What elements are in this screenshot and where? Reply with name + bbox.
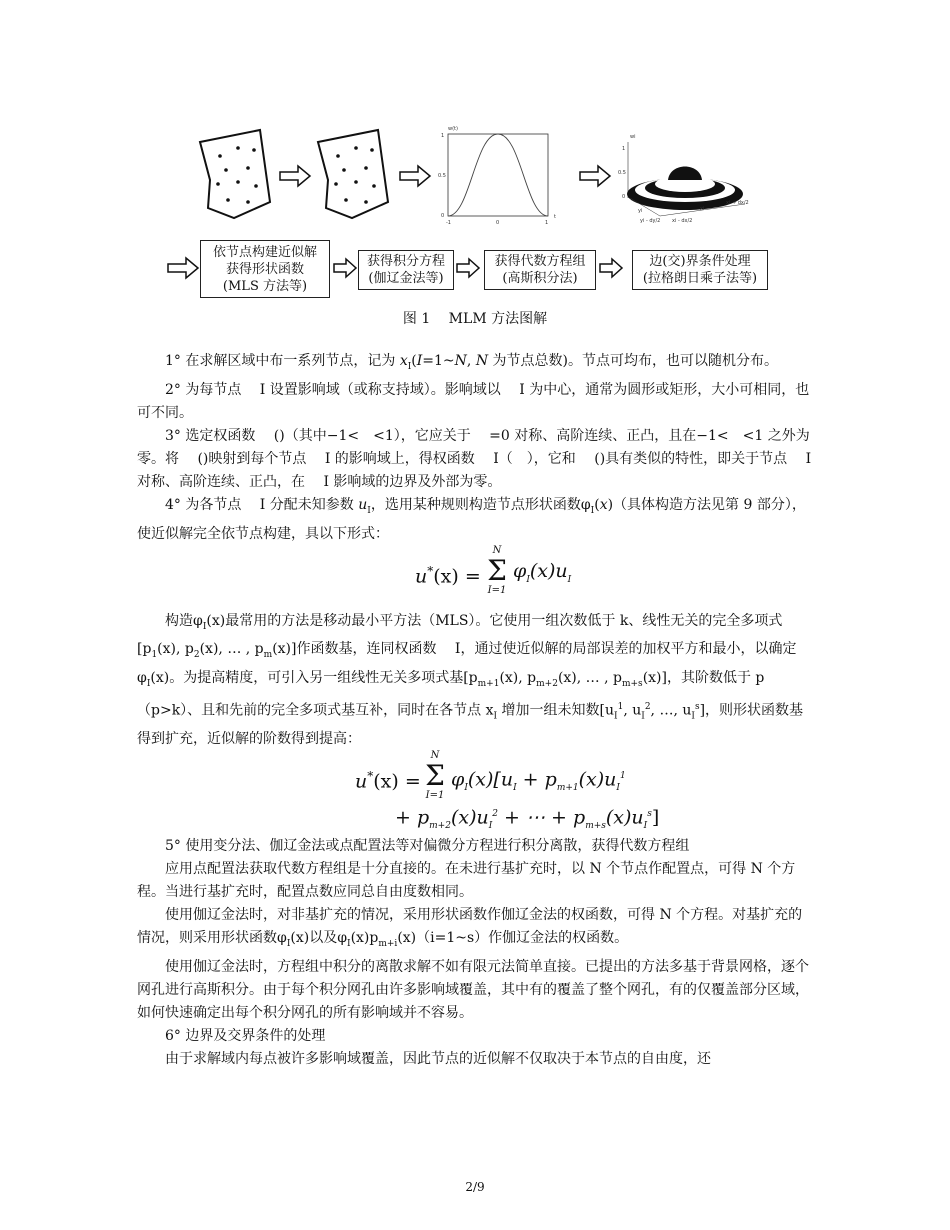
surface-axis-xi-plus: xi + dx/2 xyxy=(726,200,749,206)
page-number: 2/9 xyxy=(465,1180,485,1194)
plot-xvar: t xyxy=(554,214,556,220)
plot-ytick: 1 xyxy=(441,133,445,139)
paragraph-step-4: 4° 为各节点 I 分配未知参数 $u_I$，选用某种规则构造节点形状函数$\varphi_I(x)$（具体构造方法见第 9 部分），使近似解完全依节点构建，具以下形式： xyxy=(137,496,806,542)
weight-function-plot xyxy=(438,126,556,226)
plot-xtick: -1 xyxy=(446,220,451,226)
flow-box-line: 获得代数方程组 xyxy=(494,254,586,269)
plot-ytick: 0 xyxy=(441,213,445,219)
paragraph-step-5: 5° 使用变分法、伽辽金法或点配置法等对偏微分方程进行积分离散，获得代数方程组 xyxy=(165,838,690,855)
paragraph-galerkin-integration: 使用伽辽金法时，方程组中积分的离散求解不如有限元法简单直接。已提出的方法多基于背景网格，逐个网孔进行高斯积分。由于每个积分网孔由许多影响域覆盖，其中有的覆盖了整个网孔，有的仅覆盖部分区域，如何快速确定出每个积分网孔的所有影响域并不容易。 xyxy=(137,959,809,1022)
paragraph-boundary: 由于求解域内每点被许多影响域覆盖，因此节点的近似解不仅取决于本节点的自由度，还 xyxy=(165,1051,711,1068)
flow-box-boundary-conditions xyxy=(632,250,768,290)
node-domain-2 xyxy=(318,130,388,218)
flow-box-algebraic-equations xyxy=(484,250,596,290)
paragraph-collocation: 应用点配置法获取代数方程组是十分直接的。在未进行基扩充时，以 N 个节点作配置点，可得 N 个方程。当进行基扩充时，配置点数应同总自由度数相同。 xyxy=(137,861,796,901)
plot-ylabel: w(t) xyxy=(448,126,458,132)
flow-box-line: (MLS 方法等) xyxy=(222,278,308,294)
paragraph-step-1: 1° 在求解区域中布一系列节点，记为 $x_I(I=1\sim N$, N 为节点总数)。节点可均布，也可以随机分布。 xyxy=(165,353,778,372)
surface-axis-yi: yi xyxy=(638,208,643,214)
flow-box-line: (拉格朗日乘子法等) xyxy=(642,271,758,286)
flow-box-line: (高斯积分法) xyxy=(502,271,578,286)
mlm-figure-top-row xyxy=(190,120,790,235)
plot-xtick: 0 xyxy=(496,220,500,226)
flow-box-approx-solution xyxy=(200,240,330,298)
arrow-right-icon xyxy=(280,166,310,186)
body-text xyxy=(137,350,812,1071)
flow-box-line: 获得积分方程 xyxy=(366,254,445,269)
paragraph-step-6: 6° 边界及交界条件的处理 xyxy=(165,1028,326,1045)
plot-ytick: 0.5 xyxy=(438,173,446,179)
surface-axis-yi-minus: yi - dy/2 xyxy=(640,218,661,224)
paragraph-mls: 构造$\varphi_I(x)$最常用的方法是移动最小平方法（MLS）。它使用一组次数低于 k、线性无关的完全多项式[$p_1(x)$, $p_2(x)$, … , $p_m(x)$]作函数基，连同权函数 I，通过使近似解的局部误差的加权平方和最小，以确定$\varphi_I(x)$。为提高精度，可引入另一组线性无关多项式基[$p_{m+1}(x)$, $p_{m+2}(x)$, … , $p_{m+s}(x)$]，其阶数低于 p（p>k）、且和先前的完全多项式基互补，同时在各节点 $x_I$ 增加一组未知数[$u_I^1$, $u_I^2$, …, $u_I^s$]，则形状函数基得到扩充，近似解的阶数得到提高： xyxy=(137,612,804,748)
figure-caption: 图 1 MLM 方法图解 xyxy=(402,311,548,327)
arrow-right-icon xyxy=(580,166,610,186)
surface-ytick: 1 xyxy=(622,146,626,152)
surface-ytick: 0 xyxy=(622,194,626,200)
flow-box-integral-equation xyxy=(358,250,454,290)
flow-box-line: 依节点构建近似解 xyxy=(212,244,317,260)
surface-axis-xi: xi xyxy=(700,206,705,212)
plot-xtick: 1 xyxy=(545,220,549,226)
equation-extended-approximation: u*(x) = N Σ I=1 $\varphi_I(x)[u_I + p_{m+1}(x)u_I^1$ + $p_{m+2}(x)u_I^2$ + ⋯ + $p_{m+s}(x)u_I^s$] xyxy=(355,750,660,832)
paragraph-step-3: 3° 选定权函数 ()（其中−1< <1），它应关于 =0 对称、高阶连续、正凸，且在−1< <1 之外为零。将 ()映射到每个节点 I 的影响域上，得权函数 I（ ），它和 ()具有类似的特性，即关于节点 I 对称、高阶连续、正凸，在 I 影响域的边界及外部为零。 xyxy=(137,427,812,490)
flow-box-line: 获得形状函数 xyxy=(225,261,304,277)
surface-axis-xi-minus: xi - dx/2 xyxy=(672,218,693,224)
paragraph-galerkin-weights: 使用伽辽金法时，对非基扩充的情况，采用形状函数作伽辽金法的权函数，可得 N 个方程。对基扩充的情况，则采用形状函数$\varphi_I(x)$以及$\varphi_I(x)p_{m+i}(x)(i=1\sim s)$作伽辽金法的权函数。 xyxy=(137,907,803,950)
equation-approximation: u*(x) = N Σ I=1 $\varphi_I(x)u_I$ xyxy=(415,544,572,596)
paragraph-step-2: 2° 为每节点 I 设置影响域（或称支持域）。影响域以 I 为中心，通常为圆形或矩形，大小可相同，也可不同。 xyxy=(137,381,810,421)
node-domain-1 xyxy=(200,130,270,218)
surface-ytick: 0.5 xyxy=(618,170,626,176)
weight-surface-3d xyxy=(618,134,749,224)
arrow-right-icon xyxy=(400,166,430,186)
flow-box-line: (伽辽金法等) xyxy=(368,271,444,286)
flow-box-line: 边(交)界条件处理 xyxy=(649,254,751,269)
surface-label-wi: wi xyxy=(630,134,636,140)
